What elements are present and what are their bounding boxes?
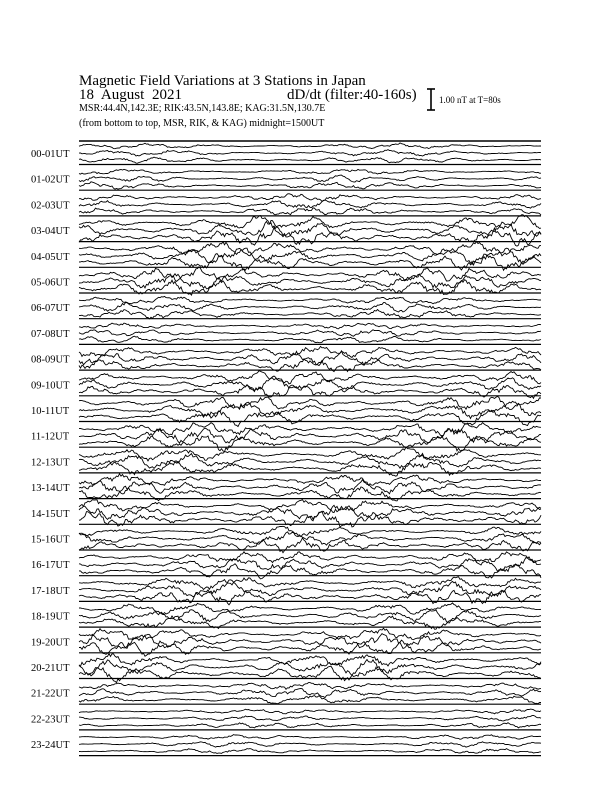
row-16-17UT <box>31 552 541 579</box>
trace-KAG <box>79 654 541 667</box>
hour-label: 06-07UT <box>31 303 70 315</box>
trace-RIK <box>79 532 541 545</box>
trace-RIK <box>79 716 541 721</box>
trace-RIK <box>79 150 541 156</box>
row-04-05UT <box>31 242 541 271</box>
hour-label: 23-24UT <box>31 740 70 752</box>
row-11-12UT <box>31 423 541 452</box>
trace-MSR <box>79 564 541 579</box>
trace-KAG <box>79 396 541 409</box>
trace-MSR <box>79 436 541 452</box>
hour-label: 20-21UT <box>31 663 70 674</box>
trace-MSR <box>79 410 541 426</box>
trace-RIK <box>79 330 541 336</box>
row-02-03UT <box>31 194 541 216</box>
hour-label: 07-08UT <box>31 328 70 340</box>
row-05-06UT <box>31 267 541 295</box>
row-18-19UT <box>31 603 541 629</box>
trace-MSR <box>79 336 541 343</box>
station-coordinates: MSR:44.4N,142.3E; RIK:43.5N,143.8E; KAG:31.5N,130.7E <box>79 103 326 114</box>
hour-label: 14-15UT <box>31 508 70 520</box>
hour-label: 21-22UT <box>31 688 70 700</box>
trace-RIK <box>79 742 541 747</box>
hour-label: 22-23UT <box>31 714 70 726</box>
trace-KAG <box>79 577 541 590</box>
row-00-01UT <box>31 143 541 165</box>
trace-KAG <box>79 709 541 714</box>
hour-label: 18-19UT <box>31 611 70 623</box>
row-14-15UT <box>31 500 541 527</box>
hour-label: 02-03UT <box>31 200 70 212</box>
trace-KAG <box>79 215 541 229</box>
trace-KAG <box>79 371 541 384</box>
row-13-14UT <box>31 474 541 501</box>
hour-label: 01-02UT <box>31 174 70 186</box>
row-19-20UT <box>31 628 541 656</box>
trace-KAG <box>79 242 541 256</box>
row-17-18UT <box>31 577 541 605</box>
row-09-10UT <box>31 371 541 399</box>
row-15-16UT <box>31 526 541 552</box>
hour-label: 09-10UT <box>31 380 70 392</box>
trace-RIK <box>79 221 541 237</box>
row-21-22UT <box>31 683 541 705</box>
hour-label: 03-04UT <box>31 226 70 238</box>
row-01-02UT <box>31 169 541 190</box>
trace-MSR <box>79 723 541 728</box>
hour-label: 16-17UT <box>31 560 70 572</box>
trace-KAG <box>79 346 541 357</box>
row-07-08UT <box>31 323 541 344</box>
hour-label: 00-01UT <box>31 149 70 160</box>
hour-label: 19-20UT <box>31 637 70 649</box>
trace-KAG <box>79 323 541 329</box>
scale-label: 1.00 nT at T=80s <box>439 95 501 105</box>
row-10-11UT <box>31 396 541 426</box>
trace-RIK <box>79 610 541 623</box>
row-12-13UT <box>31 447 541 476</box>
trace-KAG <box>79 683 541 690</box>
row-20-21UT <box>31 654 541 683</box>
row-08-09UT <box>31 346 541 371</box>
trace-KAG <box>79 526 541 536</box>
trace-RIK <box>79 200 541 208</box>
trace-KAG <box>79 296 541 303</box>
trace-MSR <box>79 182 541 189</box>
trace-RIK <box>79 557 541 571</box>
trace-MSR <box>79 696 541 704</box>
row-03-04UT <box>31 215 541 246</box>
hour-label: 17-18UT <box>31 585 70 597</box>
trace-RIK <box>79 351 541 366</box>
row-23-24UT <box>31 735 541 756</box>
row-06-07UT <box>31 296 541 319</box>
trace-MSR <box>79 208 541 215</box>
scale-bar <box>427 89 435 110</box>
station-order-note: (from bottom to top, MSR, RIK, & KAG) midnight=1500UT <box>79 118 325 129</box>
chart-date: 18 August 2021 <box>79 87 183 103</box>
hour-label: 15-16UT <box>31 534 70 546</box>
chart-title: Magnetic Field Variations at 3 Stations in Japan <box>79 73 366 89</box>
trace-MSR <box>79 227 541 246</box>
hour-label: 12-13UT <box>31 457 70 469</box>
data-type-label: dD/dt (filter:40-160s) <box>287 87 417 103</box>
trace-MSR <box>79 461 541 477</box>
trace-KAG <box>79 267 541 282</box>
hour-label: 04-05UT <box>31 251 70 263</box>
trace-KAG <box>79 194 541 202</box>
row-22-23UT <box>31 709 541 730</box>
trace-MSR <box>79 157 541 163</box>
trace-RIK <box>79 175 541 182</box>
hour-label: 05-06UT <box>31 277 70 289</box>
trace-MSR <box>79 749 541 754</box>
trace-KAG <box>79 143 541 149</box>
hour-label: 13-14UT <box>31 483 70 495</box>
trace-MSR <box>79 640 541 656</box>
trace-KAG <box>79 735 541 740</box>
trace-KAG <box>79 169 541 174</box>
trace-KAG <box>79 447 541 461</box>
trace-RIK <box>79 303 541 313</box>
hour-label: 11-12UT <box>31 431 70 443</box>
trace-RIK <box>79 582 541 597</box>
hour-label: 10-11UT <box>31 406 70 417</box>
hour-label: 08-09UT <box>31 354 70 366</box>
